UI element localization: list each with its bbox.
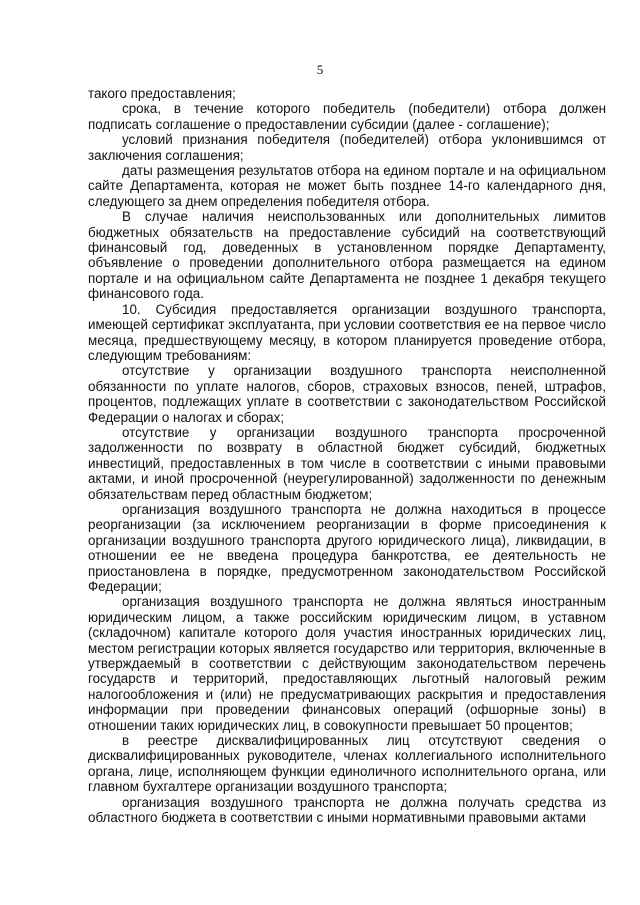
paragraph-6: 10. Субсидия предоставляется организации воздушного транспорта, имеющей сертификат эксплуатанта, при условии соответствия ее на первое число месяца, предшествующему месяцу, в котором планируется проведение отбора, следующим требованиям: (88, 301, 606, 363)
document-body (88, 86, 606, 826)
paragraph-2: срока, в течение которого победитель (победители) отбора должен подписать соглашение о предоставлении субсидии (далее - соглашение); (88, 101, 606, 132)
paragraph-10: организация воздушного транспорта не должна являться иностранным юридическим лицом, а также российским юридическим лицом, в уставном (складочном) капитале которого доля участия иностранных юридических лиц, местом регистрации которых является государство или территория, включенные в утверждаемый в соответствии с действующим законодательством перечень государств и территорий, предоставляющих льготный налоговый режим налогообложения и (или) не предусматривающих раскрытия и предоставления информации при проведении финансовых операций (офшорные зоны) в отношении таких юридических лиц, в совокупности превышает 50 процентов; (88, 594, 606, 733)
page-number: 5 (316, 62, 324, 77)
paragraph-3: условий признания победителя (победителей) отбора уклонившимся от заключения соглашения; (88, 132, 606, 163)
paragraph-7: отсутствие у организации воздушного транспорта неисполненной обязанности по уплате налогов, сборов, страховых взносов, пеней, штрафов, процентов, подлежащих уплате в соответствии с законодательством Российской Федерации о налогах и сборах; (88, 363, 606, 425)
paragraph-1: такого предоставления; (88, 86, 236, 101)
paragraph-9: организация воздушного транспорта не должна находиться в процессе реорганизации (за исключением реорганизации в форме присоединения к организации воздушного транспорта другого юридического лица), ликвидации, в отношении ее не введена процедура банкротства, ее деятельность не приостановлена в порядке, предусмотренном законодательством Российской Федерации; (88, 501, 606, 594)
paragraph-8: отсутствие у организации воздушного транспорта просроченной задолженности по возврату в областной бюджет субсидий, бюджетных инвестиций, предоставленных в том числе в соответствии с иными правовыми актами, и иной просроченной (неурегулированной) задолженности по денежным обязательствам перед областным бюджетом; (88, 424, 606, 502)
paragraph-11: в реестре дисквалифицированных лиц отсутствуют сведения о дисквалифицированных руководителе, членах коллегиального исполнительного органа, лице, исполняющем функции единоличного исполнительного органа, или главном бухгалтере организации воздушного транспорта; (88, 733, 606, 795)
paragraph-12: организация воздушного транспорта не должна получать средства из областного бюджета в соответствии с иными нормативными правовыми актами (88, 794, 606, 826)
paragraph-5: В случае наличия неиспользованных или дополнительных лимитов бюджетных обязательств на предоставление субсидий на соответствующий финансовый год, доведенных в установленном порядке Департаменту, объявление о проведении дополнительного отбора размещается на едином портале и на официальном сайте Департамента не позднее 1 декабря текущего финансового года. (88, 209, 606, 302)
paragraph-4: даты размещения результатов отбора на едином портале и на официальном сайте Департамента, которая не может быть позднее 14-го календарного дня, следующего за днем определения победителя отбора. (88, 163, 606, 209)
